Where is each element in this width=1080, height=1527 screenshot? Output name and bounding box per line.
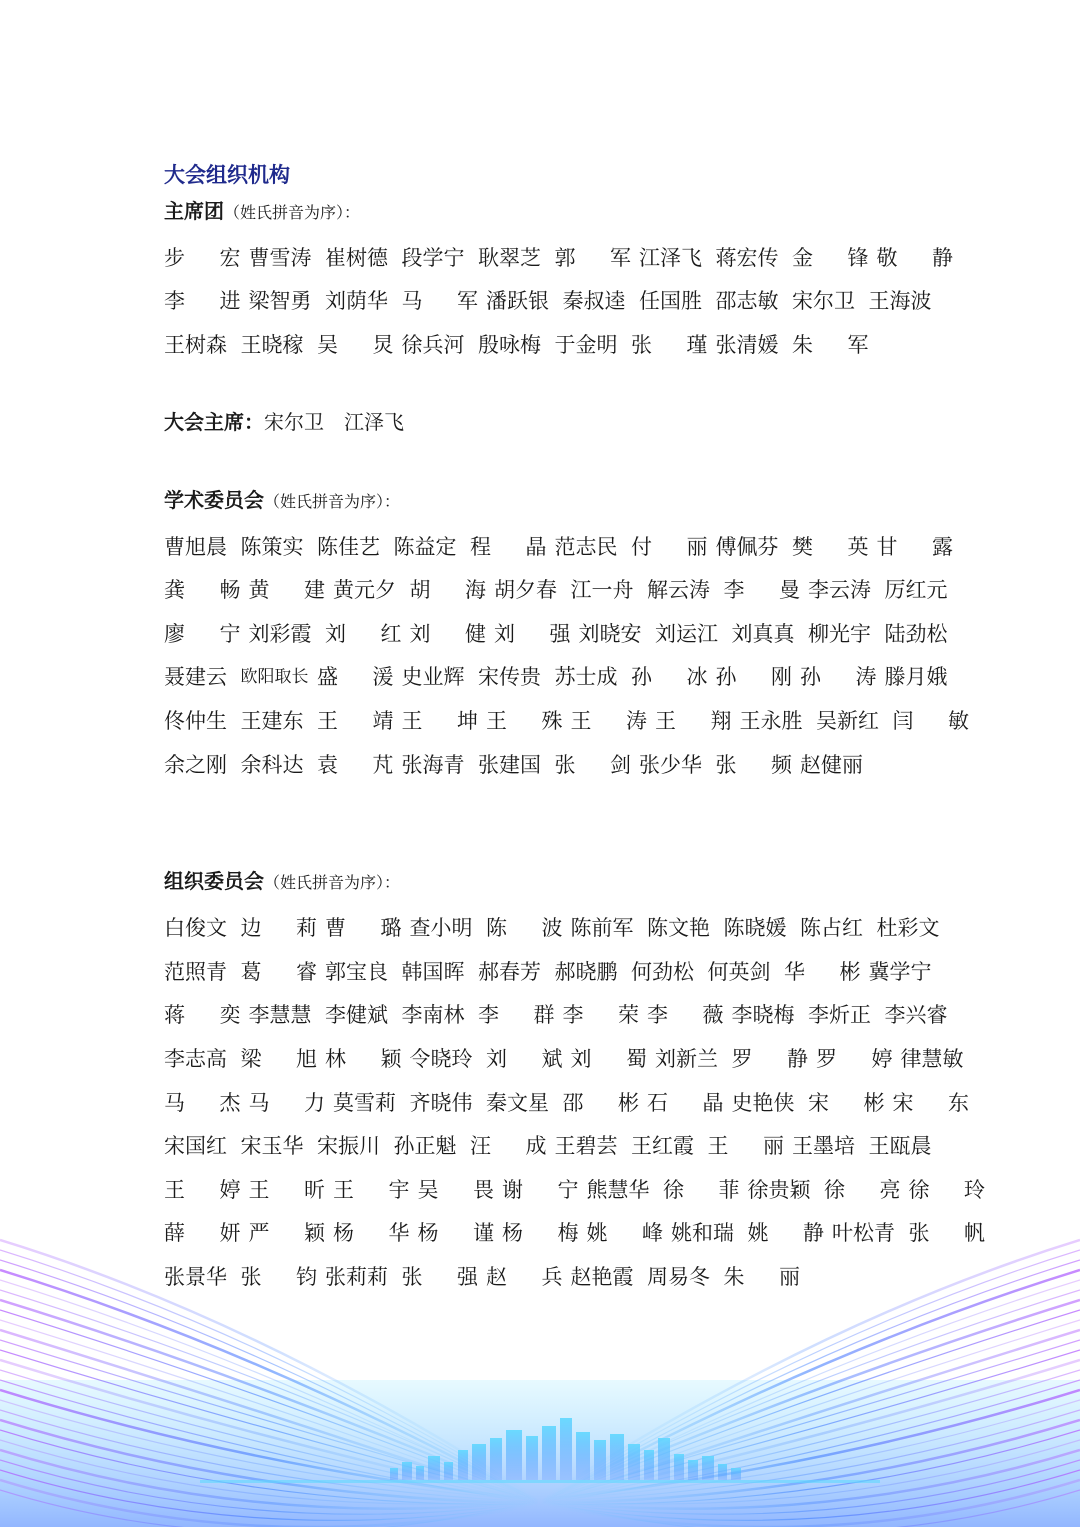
person-name: 梁 旭	[240, 1046, 317, 1071]
person-name: 刘彩霞	[248, 621, 312, 646]
person-name: 赵 兵	[486, 1264, 563, 1289]
person-name: 刘 蜀	[570, 1046, 647, 1071]
person-name: 严 颖	[248, 1221, 325, 1246]
person-name: 叶松青	[832, 1221, 895, 1246]
person-name: 梁智勇	[248, 289, 312, 314]
person-name: 姚 静	[747, 1221, 824, 1246]
name-row	[164, 699, 969, 743]
person-name: 江一舟	[570, 578, 634, 603]
person-name: 胡夕春	[494, 578, 557, 603]
person-name: 律慧敏	[900, 1046, 964, 1071]
person-name: 查小明	[409, 916, 473, 941]
person-name: 郭 军	[554, 245, 631, 270]
person-name: 崔树德	[325, 245, 388, 270]
person-name: 李 群	[478, 1003, 555, 1028]
person-name: 李 进	[164, 289, 241, 314]
person-name: 李南林	[401, 1003, 465, 1028]
person-name: 邵志敏	[715, 289, 779, 314]
person-name: 秦叔逵	[562, 289, 626, 314]
name-row	[164, 1124, 964, 1168]
person-name: 陈 波	[486, 916, 563, 941]
person-name: 陈益定	[393, 534, 457, 559]
person-name: 朱 丽	[723, 1264, 800, 1289]
person-name: 陈策实	[240, 534, 304, 559]
person-name: 王墨培	[792, 1134, 855, 1159]
name-row	[164, 656, 964, 700]
person-name: 王 靖	[317, 708, 394, 733]
person-name: 聂建云	[164, 665, 227, 690]
person-name: 莫雪莉	[333, 1090, 396, 1115]
person-name: 余之刚	[164, 752, 227, 777]
person-name: 张景华	[164, 1264, 227, 1289]
person-name: 郝春芳	[478, 959, 541, 984]
person-name: 殷咏梅	[478, 332, 541, 357]
person-name: 孙 涛	[800, 665, 877, 690]
name-row	[164, 1037, 964, 1081]
name-row	[164, 906, 964, 950]
person-name: 张莉莉	[325, 1264, 388, 1289]
person-name: 王树森	[164, 332, 227, 357]
academic-name-list	[164, 525, 969, 787]
person-name: 陈文艳	[647, 916, 710, 941]
person-name: 任国胜	[639, 289, 702, 314]
person-name: 史艳侠	[731, 1090, 795, 1115]
person-name: 陈晓媛	[723, 916, 787, 941]
person-name: 姚和瑞	[671, 1221, 734, 1246]
person-name: 徐贵颖	[747, 1177, 811, 1202]
chairman-names: 宋尔卫 江泽飞	[264, 409, 404, 434]
person-name: 滕月娥	[884, 665, 948, 690]
person-name: 周易冬	[647, 1264, 710, 1289]
person-name: 李志高	[164, 1046, 227, 1071]
person-name: 佟仲生	[164, 708, 227, 733]
organizing-note: （姓氏拼音为序）：	[264, 873, 401, 893]
person-name: 张 帆	[908, 1221, 985, 1246]
person-name: 王 翔	[655, 708, 732, 733]
person-name: 袁 芃	[317, 752, 394, 777]
person-name: 盛 湲	[317, 665, 394, 690]
chairman-label: 大会主席：	[164, 409, 264, 434]
name-row	[164, 612, 964, 656]
person-name: 王 昕	[248, 1177, 325, 1202]
person-name: 余科达	[240, 752, 304, 777]
person-name: 张少华	[639, 752, 702, 777]
person-name: 潘跃银	[486, 289, 549, 314]
person-name: 陆劲松	[884, 621, 948, 646]
person-name: 宋玉华	[240, 1134, 304, 1159]
person-name: 段学宁	[401, 245, 465, 270]
presidium-label: 主席团	[164, 199, 224, 223]
person-name: 谢 宁	[502, 1177, 579, 1202]
person-name: 李 曼	[723, 578, 800, 603]
person-name: 蒋宏传	[715, 245, 779, 270]
person-name: 王晓稼	[240, 332, 304, 357]
person-name: 冀学宁	[868, 959, 932, 984]
person-name: 廖 宁	[164, 621, 241, 646]
person-name: 王建东	[240, 708, 304, 733]
person-name: 马 杰	[164, 1090, 241, 1115]
person-name: 张 剑	[554, 752, 631, 777]
person-name: 张 强	[401, 1264, 478, 1289]
person-name: 刘 强	[494, 621, 571, 646]
person-name: 王永胜	[739, 708, 803, 733]
person-name: 王 殊	[486, 708, 563, 733]
person-name: 马 力	[248, 1090, 325, 1115]
person-name: 刘新兰	[655, 1046, 718, 1071]
person-name: 杜彩文	[876, 916, 940, 941]
person-name: 陈占红	[800, 916, 863, 941]
person-name: 李 薇	[647, 1003, 724, 1028]
presidium-name-list	[164, 236, 964, 367]
person-name: 宋振川	[317, 1134, 380, 1159]
person-name: 杨 谨	[417, 1221, 494, 1246]
person-name: 欧阳取长	[240, 667, 309, 688]
person-name: 步 宏	[164, 245, 241, 270]
person-name: 邵 彬	[562, 1090, 639, 1115]
person-name: 王 丽	[707, 1134, 784, 1159]
person-name: 薛 妍	[164, 1221, 241, 1246]
person-name: 张清媛	[715, 332, 779, 357]
person-name: 孙 冰	[631, 665, 708, 690]
person-name: 程 晶	[470, 534, 547, 559]
academic-label: 学术委员会	[164, 487, 264, 512]
person-name: 徐 玲	[908, 1177, 985, 1202]
person-name: 郝晓鹏	[554, 959, 618, 984]
person-name: 解云涛	[647, 578, 710, 603]
person-name: 黄 建	[248, 578, 325, 603]
name-row	[164, 950, 964, 994]
person-name: 张海青	[401, 752, 465, 777]
document-body	[164, 160, 985, 1299]
person-name: 张建国	[478, 752, 541, 777]
person-name: 敬 静	[876, 245, 953, 270]
person-name: 吴 炅	[317, 332, 394, 357]
person-name: 杨 华	[333, 1221, 410, 1246]
person-name: 樊 英	[792, 534, 869, 559]
organizing-label: 组织委员会	[164, 869, 264, 894]
person-name: 吴 畏	[417, 1177, 494, 1202]
person-name: 张 瑾	[631, 332, 708, 357]
name-row	[164, 994, 964, 1038]
person-name: 葛 睿	[240, 959, 317, 984]
person-name: 宋 彬	[808, 1090, 885, 1115]
person-name: 金 锋	[792, 245, 869, 270]
person-name: 何劲松	[631, 959, 694, 984]
person-name: 李健斌	[325, 1003, 388, 1028]
presidium-header	[164, 196, 964, 228]
person-name: 刘 健	[409, 621, 486, 646]
person-name: 赵艳霞	[570, 1264, 634, 1289]
chairman-line	[164, 407, 964, 437]
person-name: 熊慧华	[586, 1177, 650, 1202]
person-name: 王海波	[868, 289, 932, 314]
person-name: 林 颖	[325, 1046, 402, 1071]
person-name: 罗 婷	[816, 1046, 893, 1071]
person-name: 傅佩芬	[715, 534, 779, 559]
person-name: 姚 峰	[586, 1221, 663, 1246]
person-name: 闫 敏	[892, 708, 969, 733]
person-name: 吴新红	[816, 708, 879, 733]
person-name: 汪 成	[470, 1134, 547, 1159]
person-name: 杨 梅	[502, 1221, 579, 1246]
person-name: 徐 亮	[824, 1177, 901, 1202]
person-name: 李慧慧	[248, 1003, 312, 1028]
person-name: 付 丽	[631, 534, 708, 559]
person-name: 韩国晖	[401, 959, 465, 984]
person-name: 宋尔卫	[792, 289, 855, 314]
person-name: 孙正魁	[393, 1134, 457, 1159]
person-name: 秦文星	[486, 1090, 549, 1115]
person-name: 马 军	[401, 289, 478, 314]
person-name: 令晓玲	[409, 1046, 473, 1071]
person-name: 宋 东	[892, 1090, 969, 1115]
person-name: 王碧芸	[554, 1134, 618, 1159]
person-name: 徐 菲	[663, 1177, 740, 1202]
person-name: 刘 红	[325, 621, 402, 646]
person-name: 边 莉	[240, 916, 317, 941]
person-name: 刘荫华	[325, 289, 388, 314]
person-name: 于金明	[554, 332, 618, 357]
person-name: 李炘正	[808, 1003, 871, 1028]
person-name: 齐晓伟	[409, 1090, 473, 1115]
name-row	[164, 525, 964, 569]
person-name: 刘 斌	[486, 1046, 563, 1071]
name-row	[164, 280, 964, 324]
person-name: 柳光宇	[808, 621, 871, 646]
person-name: 王 涛	[570, 708, 647, 733]
person-name: 徐兵河	[401, 332, 465, 357]
academic-note: （姓氏拼音为序）：	[264, 491, 401, 511]
person-name: 江泽飞	[639, 245, 702, 270]
person-name: 陈佳艺	[317, 534, 380, 559]
organizing-header	[164, 866, 964, 898]
person-name: 史业辉	[401, 665, 465, 690]
person-name: 郭宝良	[325, 959, 388, 984]
person-name: 黄元夕	[333, 578, 396, 603]
person-name: 罗 静	[731, 1046, 808, 1071]
person-name: 李晓梅	[731, 1003, 795, 1028]
name-row	[164, 323, 964, 367]
academic-header	[164, 485, 964, 517]
name-row	[164, 1081, 969, 1125]
person-name: 曹雪涛	[248, 245, 312, 270]
person-name: 王 宇	[333, 1177, 410, 1202]
person-name: 蒋 奕	[164, 1003, 241, 1028]
person-name: 张 钧	[240, 1264, 317, 1289]
person-name: 曹旭晨	[164, 534, 227, 559]
person-name: 宋国红	[164, 1134, 227, 1159]
person-name: 厉红元	[884, 578, 948, 603]
person-name: 胡 海	[409, 578, 486, 603]
person-name: 刘运江	[655, 621, 718, 646]
person-name: 龚 畅	[164, 578, 241, 603]
person-name: 孙 刚	[715, 665, 792, 690]
person-name: 刘真真	[731, 621, 795, 646]
person-name: 李 荣	[562, 1003, 639, 1028]
person-name: 甘 露	[876, 534, 953, 559]
presidium-note: （姓氏拼音为序）：	[224, 203, 361, 222]
name-row	[164, 743, 964, 787]
person-name: 范照青	[164, 959, 227, 984]
person-name: 刘晓安	[578, 621, 642, 646]
person-name: 李云涛	[808, 578, 871, 603]
person-name: 苏士成	[554, 665, 618, 690]
person-name: 白俊文	[164, 916, 227, 941]
person-name: 何英剑	[707, 959, 771, 984]
person-name: 王红霞	[631, 1134, 694, 1159]
org-title: 大会组织机构	[164, 163, 290, 187]
person-name: 陈前军	[570, 916, 634, 941]
person-name: 李兴睿	[884, 1003, 948, 1028]
person-name: 张 频	[715, 752, 792, 777]
person-name: 朱 军	[792, 332, 869, 357]
person-name: 王瓯晨	[868, 1134, 932, 1159]
person-name: 王 婷	[164, 1177, 241, 1202]
person-name: 宋传贵	[478, 665, 541, 690]
name-row	[164, 236, 964, 280]
person-name: 曹 璐	[325, 916, 402, 941]
person-name: 耿翠芝	[478, 245, 541, 270]
person-name: 范志民	[554, 534, 618, 559]
person-name: 王 坤	[401, 708, 478, 733]
person-name: 赵健丽	[800, 752, 863, 777]
person-name: 华 彬	[784, 959, 861, 984]
person-name: 石 晶	[647, 1090, 724, 1115]
name-row	[164, 568, 964, 612]
decorative-skyline-banner	[0, 1200, 1080, 1527]
